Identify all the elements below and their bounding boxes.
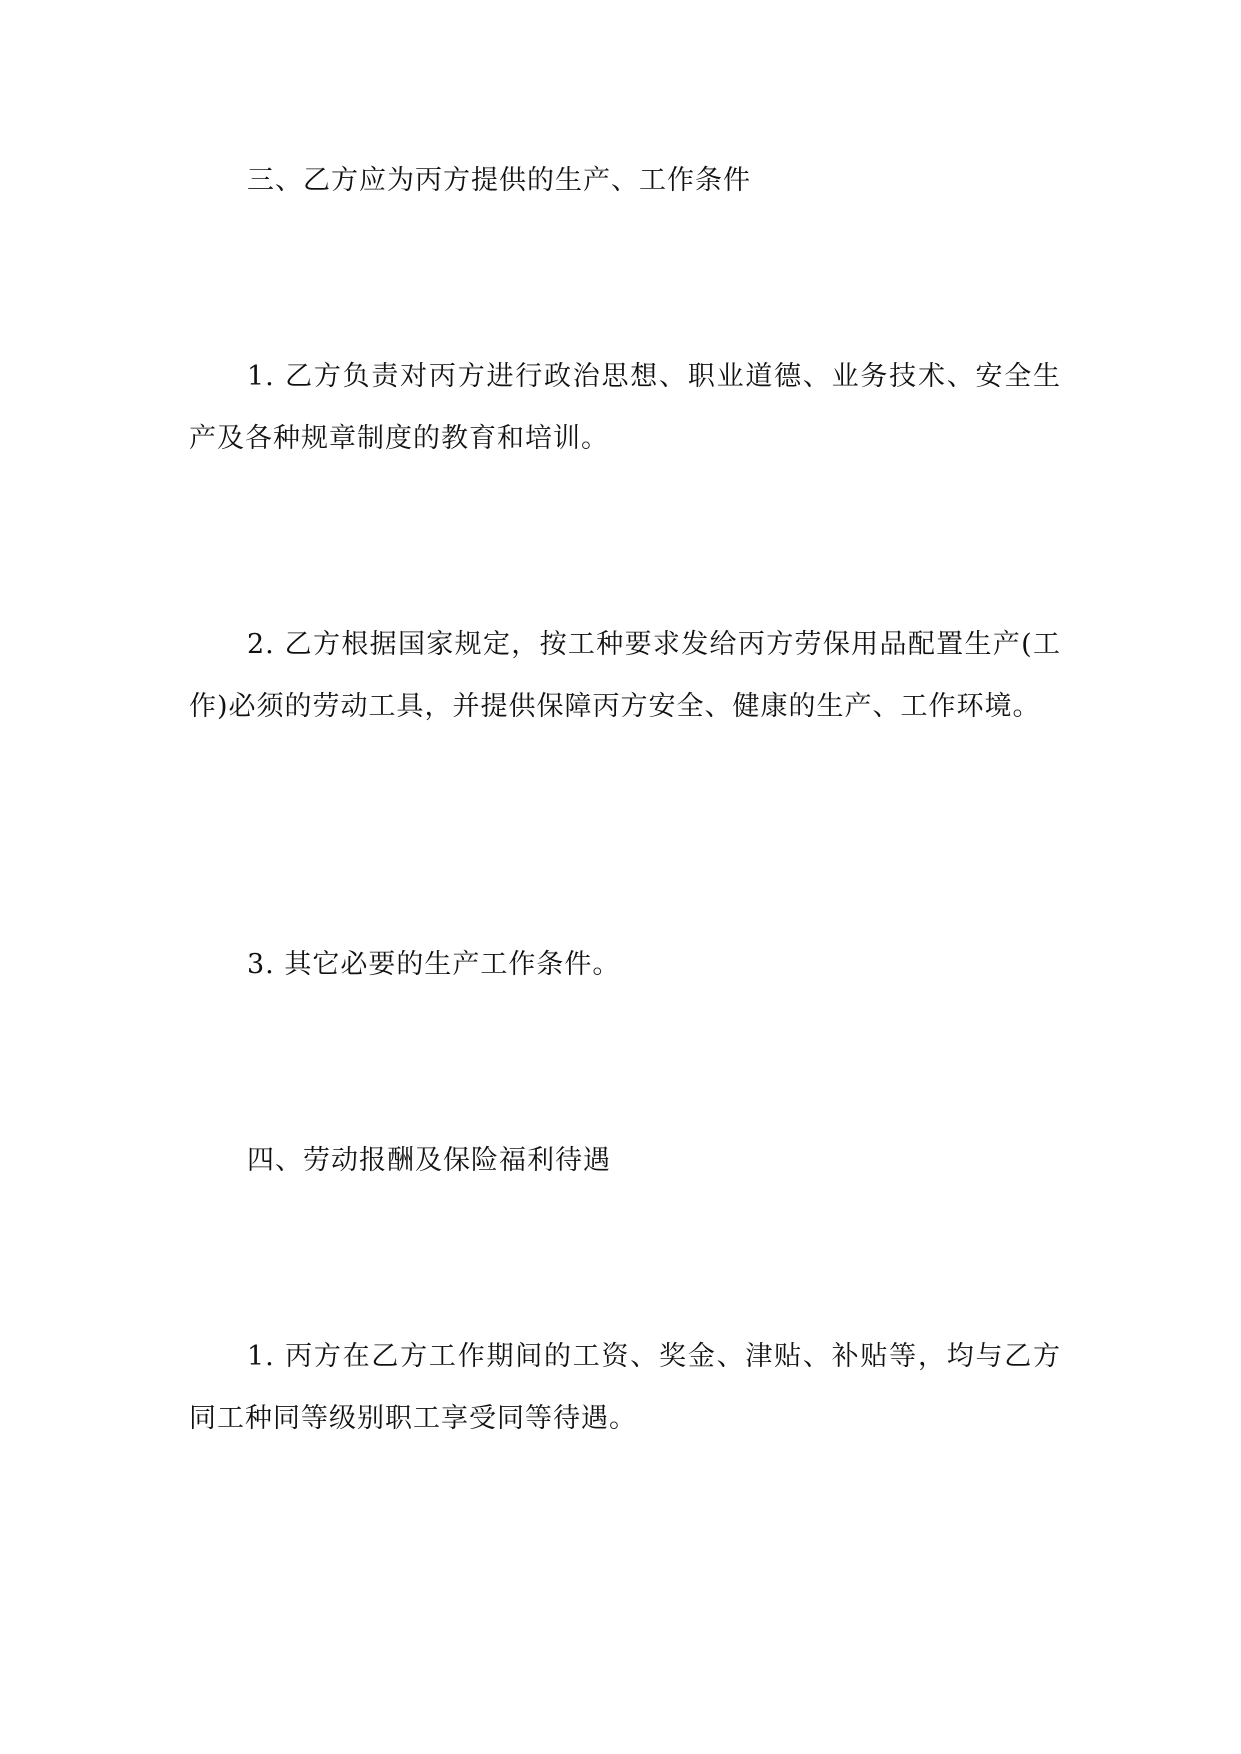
paragraph-3-2: 2. 乙方根据国家规定，按工种要求发给丙方劳保用品配置生产(工作)必须的劳动工具，并提供保障丙方安全、健康的生产、工作环境。 (189, 629, 1061, 722)
section-heading-4: 四、劳动报酬及保险福利待遇 (247, 1145, 611, 1176)
section-heading-3: 三、乙方应为丙方提供的生产、工作条件 (247, 165, 751, 196)
paragraph-4-1: 1. 丙方在乙方工作期间的工资、奖金、津贴、补贴等，均与乙方同工种同等级别职工享受同等待遇。 (189, 1341, 1061, 1434)
paragraph-3-3: 3. 其它必要的生产工作条件。 (247, 949, 621, 980)
paragraph-3-1: 1. 乙方负责对丙方进行政治思想、职业道德、业务技术、安全生产及各种规章制度的教育和培训。 (189, 361, 1061, 454)
